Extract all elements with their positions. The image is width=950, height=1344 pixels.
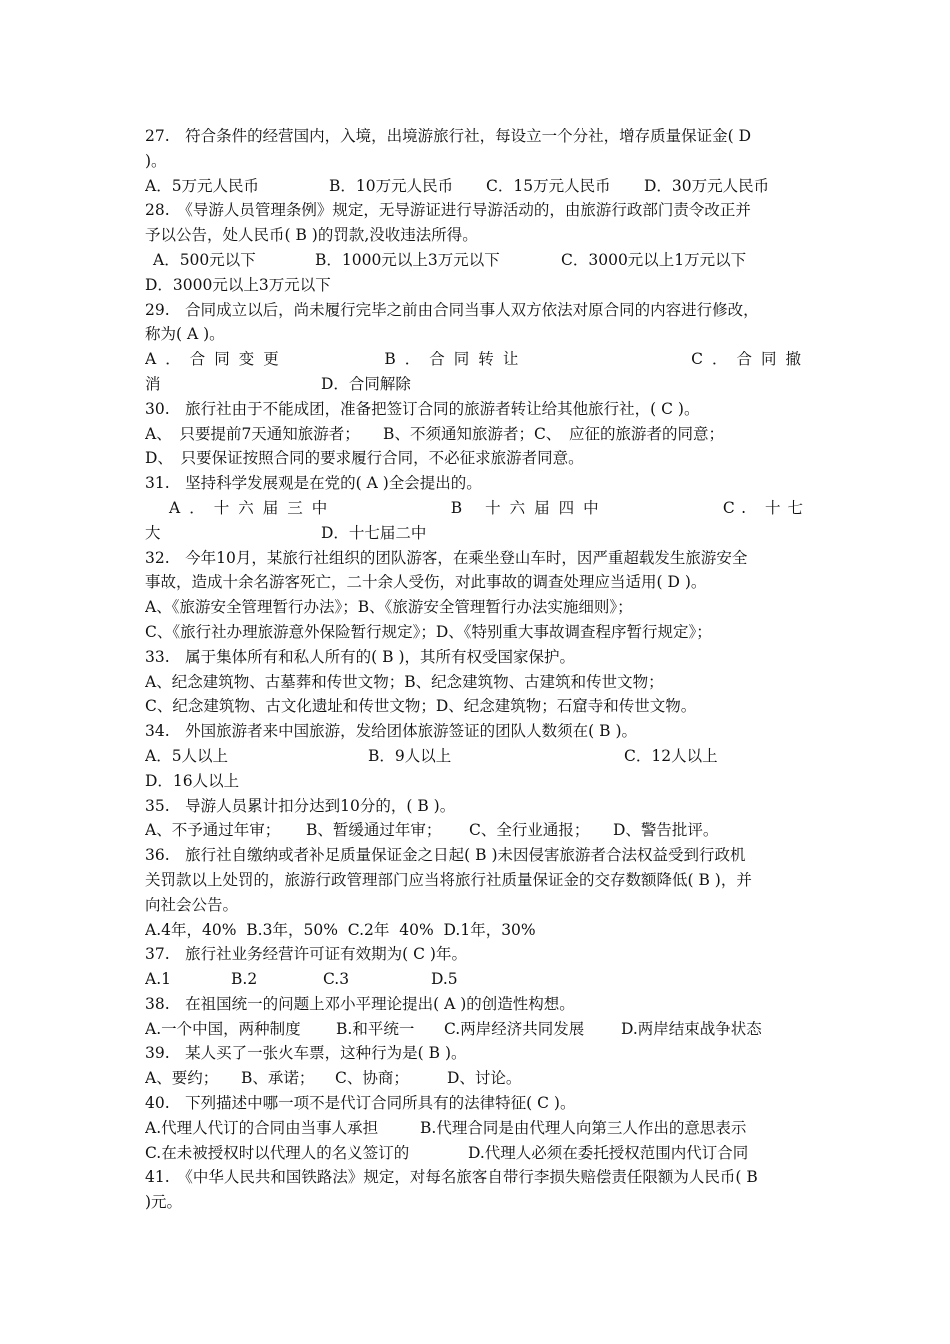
q36-stem-line2: 关罚款以上处罚的，旅游行政管理部门应当将旅行社质量保证金的交存数额降低( B )，并	[145, 870, 752, 889]
q31-option-c-cont: 大	[145, 523, 161, 542]
q27-option-b: B．10万元人民币	[329, 176, 454, 195]
q36-stem-line3: 向社会公告。	[145, 895, 239, 914]
q38-option-a: A.一个中国，两种制度	[145, 1019, 301, 1038]
q39-options	[145, 1066, 810, 1091]
q27-option-a: A．5万元人民币	[145, 176, 260, 195]
q27-stem-line2: )。	[145, 151, 167, 170]
q40-option-a: A.代理人代订的合同由当事人承担	[145, 1118, 379, 1137]
q40-option-c: C.在未被授权时以代理人的名义签订的	[145, 1143, 410, 1162]
q35-stem: 35. 导游人员累计扣分达到10分的，( B )。	[145, 796, 456, 815]
q27-option-d: D．30万元人民币	[644, 176, 770, 195]
q29-option-b: B．合同转让	[384, 350, 528, 369]
q27-stem-line1: 27. 符合条件的经营国内，入境，出境游旅行社，每设立一个分社，增存质量保证金( D	[145, 127, 752, 145]
q34-stem: 34. 外国旅游者来中国旅游，发给团体旅游签证的团队人数须在( B )。	[145, 722, 637, 741]
q28-option-d: D．3000元以上3万元以下	[145, 275, 331, 294]
q34-option-c: C．12人以上	[624, 746, 718, 765]
q39-option-b: B、承诺；	[241, 1069, 315, 1088]
q39-option-c: C、协商；	[335, 1069, 409, 1088]
q41-stem-line1: 41. 《中华人民共和国铁路法》规定，对每名旅客自带行李损失赔偿责任限额为人民币( B	[145, 1168, 758, 1187]
q40-stem: 40. 下列描述中哪一项不是代订合同所具有的法律特征( C )。	[145, 1094, 576, 1113]
q32-stem-line2: 事故，造成十余名游客死亡，二十余人受伤，对此事故的调查处理应当适用( D )。	[145, 573, 707, 592]
q30-options-line2: D、 只要保证按照合同的要求履行合同，不必征求旅游者同意。	[145, 449, 584, 468]
q28-option-a: A．500元以下	[153, 250, 256, 269]
q35-option-a: A、不予通过年审；	[145, 821, 281, 840]
q39-option-d: D、讨论。	[447, 1069, 522, 1088]
q31-option-c: C. 十七	[722, 498, 810, 517]
q31-options	[145, 496, 810, 521]
q33-stem: 33. 属于集体所有和私人所有的( B )，其所有权受国家保护。	[145, 647, 575, 666]
q32-options-line2: C、《旅行社办理旅游意外保险暂行规定》；D、《特别重大事故调查程序暂行规定》；	[145, 622, 712, 641]
q28-options	[145, 248, 810, 273]
q31-option-d: D．十七届二中	[321, 523, 427, 542]
q29-options	[145, 347, 810, 372]
q41-stem-line2: )元。	[145, 1193, 183, 1212]
q34-options	[145, 744, 810, 769]
q37-option-d: D.5	[431, 970, 458, 989]
q40-options-line2	[145, 1141, 810, 1166]
q32-stem-line1: 32. 今年10月，某旅行社组织的团队游客，在乘坐登山车时，因严重超载发生旅游安全	[145, 548, 748, 567]
q40-options-line1	[145, 1116, 810, 1141]
q31-option-b: B 十六届四中	[450, 498, 608, 517]
q37-option-b: B.2	[231, 970, 258, 989]
q30-stem: 30. 旅行社由于不能成团，准备把签订合同的旅游者转让给其他旅行社，( C )。	[145, 399, 700, 418]
q33-options-line2: C、纪念建筑物、古文化遗址和传世文物；D、纪念建筑物；石窟寺和传世文物。	[145, 697, 697, 716]
q29-options-cont	[145, 372, 810, 397]
q33-options-line1: A、纪念建筑物、古墓葬和传世文物；B、纪念建筑物、古建筑和传世文物；	[145, 672, 664, 691]
q39-option-a: A、要约；	[145, 1069, 219, 1088]
q34-option-a: A．5人以上	[145, 746, 229, 765]
q34-option-d: D．16人以上	[145, 771, 240, 790]
q37-options	[145, 967, 810, 992]
q29-option-c-cont: 消	[145, 374, 161, 393]
q31-option-a: A．十六届三中	[169, 498, 337, 517]
q30-options-line1: A、 只要提前7天通知旅游者； B、不须通知旅游者；C、 应征的旅游者的同意；	[145, 424, 725, 443]
q40-option-b: B.代理合同是由代理人向第三人作出的意思表示	[420, 1118, 747, 1137]
q35-option-c: C、全行业通报；	[469, 821, 590, 840]
q28-stem-line2: 予以公告，处人民币( B )的罚款,没收违法所得。	[145, 226, 478, 245]
q28-option-c: C．3000元以上1万元以下	[561, 250, 747, 269]
q38-stem: 38. 在祖国统一的问题上邓小平理论提出( A )的创造性构想。	[145, 994, 575, 1013]
q36-options: A.4年，40% B.3年，50% C.2年 40% D.1年，30%	[145, 920, 536, 939]
q27-options	[145, 174, 810, 199]
q27-option-c: C．15万元人民币	[486, 176, 611, 195]
q29-stem-line1: 29. 合同成立以后，尚未履行完毕之前由合同当事人双方依法对原合同的内容进行修改，	[145, 300, 759, 319]
q38-options	[145, 1017, 810, 1042]
q37-stem: 37. 旅行社业务经营许可证有效期为( C )年。	[145, 945, 467, 964]
q39-stem: 39. 某人买了一张火车票，这种行为是( B )。	[145, 1044, 467, 1063]
q34-option-b: B．9人以上	[368, 746, 452, 765]
q38-option-c: C.两岸经济共同发展	[444, 1019, 585, 1038]
q35-option-b: B、暂缓通过年审；	[306, 821, 442, 840]
question-list	[145, 124, 810, 1215]
q29-option-d: D．合同解除	[321, 374, 411, 393]
q31-options-cont	[145, 521, 810, 546]
q38-option-d: D.两岸结束战争状态	[621, 1019, 762, 1038]
q29-option-c: C．合同撤	[691, 350, 810, 369]
q36-stem-line1: 36. 旅行社自缴纳或者补足质量保证金之日起( B )未因侵害旅游者合法权益受到行政机	[145, 846, 746, 865]
q35-option-d: D、警告批评。	[613, 821, 719, 840]
q31-stem: 31. 坚持科学发展观是在党的( A )全会提出的。	[145, 474, 482, 493]
q28-stem-line1: 28. 《导游人员管理条例》规定，无导游证进行导游活动的，由旅游行政部门责令改正并	[145, 201, 751, 220]
q29-stem-line2: 称为( A )。	[145, 325, 225, 344]
q37-option-c: C.3	[323, 970, 350, 989]
q29-option-a: A．合同变更	[145, 350, 288, 369]
q37-option-a: A.1	[145, 970, 171, 989]
q35-options	[145, 818, 810, 843]
q32-options-line1: A、《旅游安全管理暂行办法》；B、《旅游安全管理暂行办法实施细则》；	[145, 598, 633, 617]
q28-option-b: B．1000元以上3万元以下	[315, 250, 500, 269]
q38-option-b: B.和平统一	[336, 1019, 415, 1038]
q40-option-d: D.代理人必须在委托授权范围内代订合同	[468, 1143, 749, 1162]
